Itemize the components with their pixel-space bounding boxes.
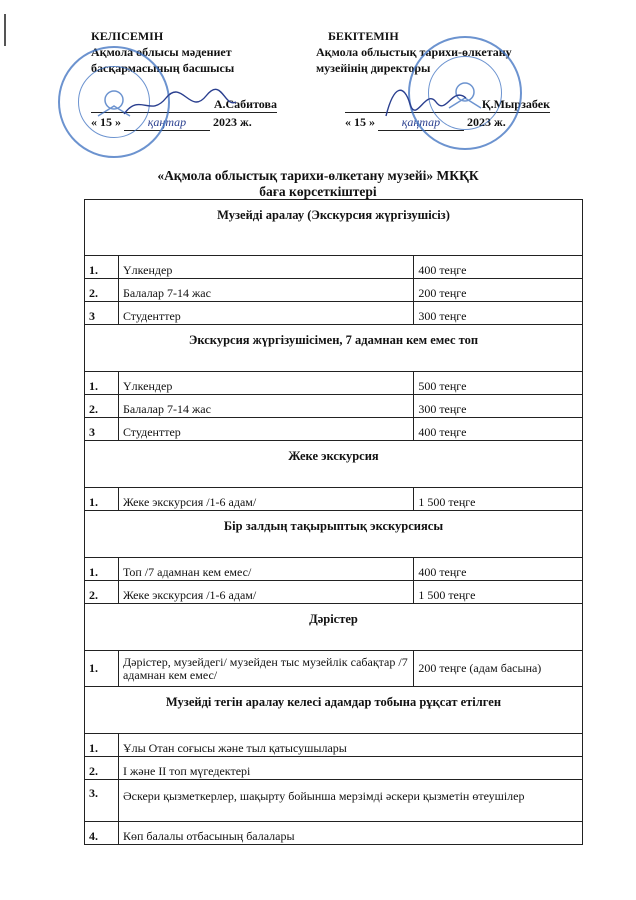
table-row [85, 558, 583, 581]
row-item: Жеке экскурсия /1-6 адам/ [118, 488, 413, 511]
row-number: 3. [85, 780, 119, 822]
left-line2: басқармасының басшысы [91, 61, 235, 75]
row-number: 1. [85, 558, 119, 581]
row-price: 400 теңге [414, 418, 583, 441]
row-number: 1. [85, 488, 119, 511]
section-header: Жеке экскурсия [85, 441, 583, 488]
section-header: Экскурсия жүргізушісімен, 7 адамнан кем емес топ [85, 325, 583, 372]
section-header: Бір залдың тақырыптық экскурсиясы [85, 511, 583, 558]
price-table [84, 199, 583, 845]
row-number: 1. [85, 256, 119, 279]
right-date-day: « 15 » [345, 115, 375, 129]
row-number: 2. [85, 395, 119, 418]
row-number: 2. [85, 581, 119, 604]
row-item: Студенттер [118, 302, 413, 325]
left-heading: КЕЛІСЕМІН [91, 29, 164, 43]
row-price: 1 500 теңге [414, 488, 583, 511]
title-line1: «Ақмола облыстық тарихи-өлкетану музейі» МКҚК [157, 168, 479, 183]
row-item: Үлкендер [118, 256, 413, 279]
table-row [85, 822, 583, 845]
left-date-day: « 15 » [91, 115, 121, 129]
row-item: Үлкендер [118, 372, 413, 395]
row-number: 1. [85, 372, 119, 395]
table-row [85, 651, 583, 687]
table-row [85, 302, 583, 325]
row-price: 200 теңге (адам басына) [414, 651, 583, 687]
row-price: 200 теңге [414, 279, 583, 302]
right-line1: Ақмола облыстық тарихи-өлкетану [316, 45, 512, 59]
row-item: Топ /7 адамнан кем емес/ [118, 558, 413, 581]
table-row [85, 757, 583, 780]
right-line2: музейінің директоры [316, 61, 431, 75]
row-price: 400 теңге [414, 256, 583, 279]
left-date-year: 2023 ж. [213, 115, 252, 129]
table-row [85, 780, 583, 822]
left-signature-icon [120, 88, 240, 122]
row-item: Балалар 7-14 жас [118, 395, 413, 418]
left-date-month: қаңтар [124, 115, 210, 131]
section-header: Дәрістер [85, 604, 583, 651]
table-row [85, 256, 583, 279]
row-number: 1. [85, 651, 119, 687]
row-item: Ұлы Отан соғысы және тыл қатысушылары [118, 734, 582, 757]
document-title [0, 168, 636, 200]
row-item: Дәрістер, музейдегі/ музейден тыс музейлік сабақтар /7 адамнан кем емес/ [118, 651, 413, 687]
left-name: А.Сабитова [91, 97, 277, 113]
row-item: Балалар 7-14 жас [118, 279, 413, 302]
table-row [85, 395, 583, 418]
table-row [85, 734, 583, 757]
left-line1: Ақмола облысы мәдениет [91, 45, 232, 59]
row-number: 2. [85, 279, 119, 302]
table-row [85, 279, 583, 302]
table-row [85, 418, 583, 441]
right-date-year: 2023 ж. [467, 115, 506, 129]
row-number: 2. [85, 757, 119, 780]
right-heading: БЕКІТЕМІН [328, 29, 399, 43]
section-header: Музейді аралау (Экскурсия жүргізушісіз) [85, 200, 583, 256]
row-price: 300 теңге [414, 395, 583, 418]
row-item: I және II топ мүгедектері [118, 757, 582, 780]
table-row [85, 488, 583, 511]
row-item: Жеке экскурсия /1-6 адам/ [118, 581, 413, 604]
margin-mark [4, 14, 6, 46]
row-item: Студенттер [118, 418, 413, 441]
table-row [85, 372, 583, 395]
row-price: 300 теңге [414, 302, 583, 325]
row-number: 1. [85, 734, 119, 757]
row-price: 500 теңге [414, 372, 583, 395]
row-item: Көп балалы отбасының балалары [118, 822, 582, 845]
row-price: 1 500 теңге [414, 581, 583, 604]
row-price: 400 теңге [414, 558, 583, 581]
title-line2: баға көрсеткіштері [259, 184, 377, 199]
row-number: 3 [85, 418, 119, 441]
section-header: Музейді тегін аралау келесі адамдар тобына рұқсат етілген [85, 687, 583, 734]
right-signature-icon [380, 82, 470, 122]
row-number: 4. [85, 822, 119, 845]
right-name: Қ.Мырзабек [345, 97, 550, 113]
row-item: Әскери қызметкерлер, шақырту бойынша мерзімді әскери қызметін өтеушілер [118, 780, 582, 822]
table-row [85, 581, 583, 604]
row-number: 3 [85, 302, 119, 325]
right-date-month: қаңтар [378, 115, 464, 131]
